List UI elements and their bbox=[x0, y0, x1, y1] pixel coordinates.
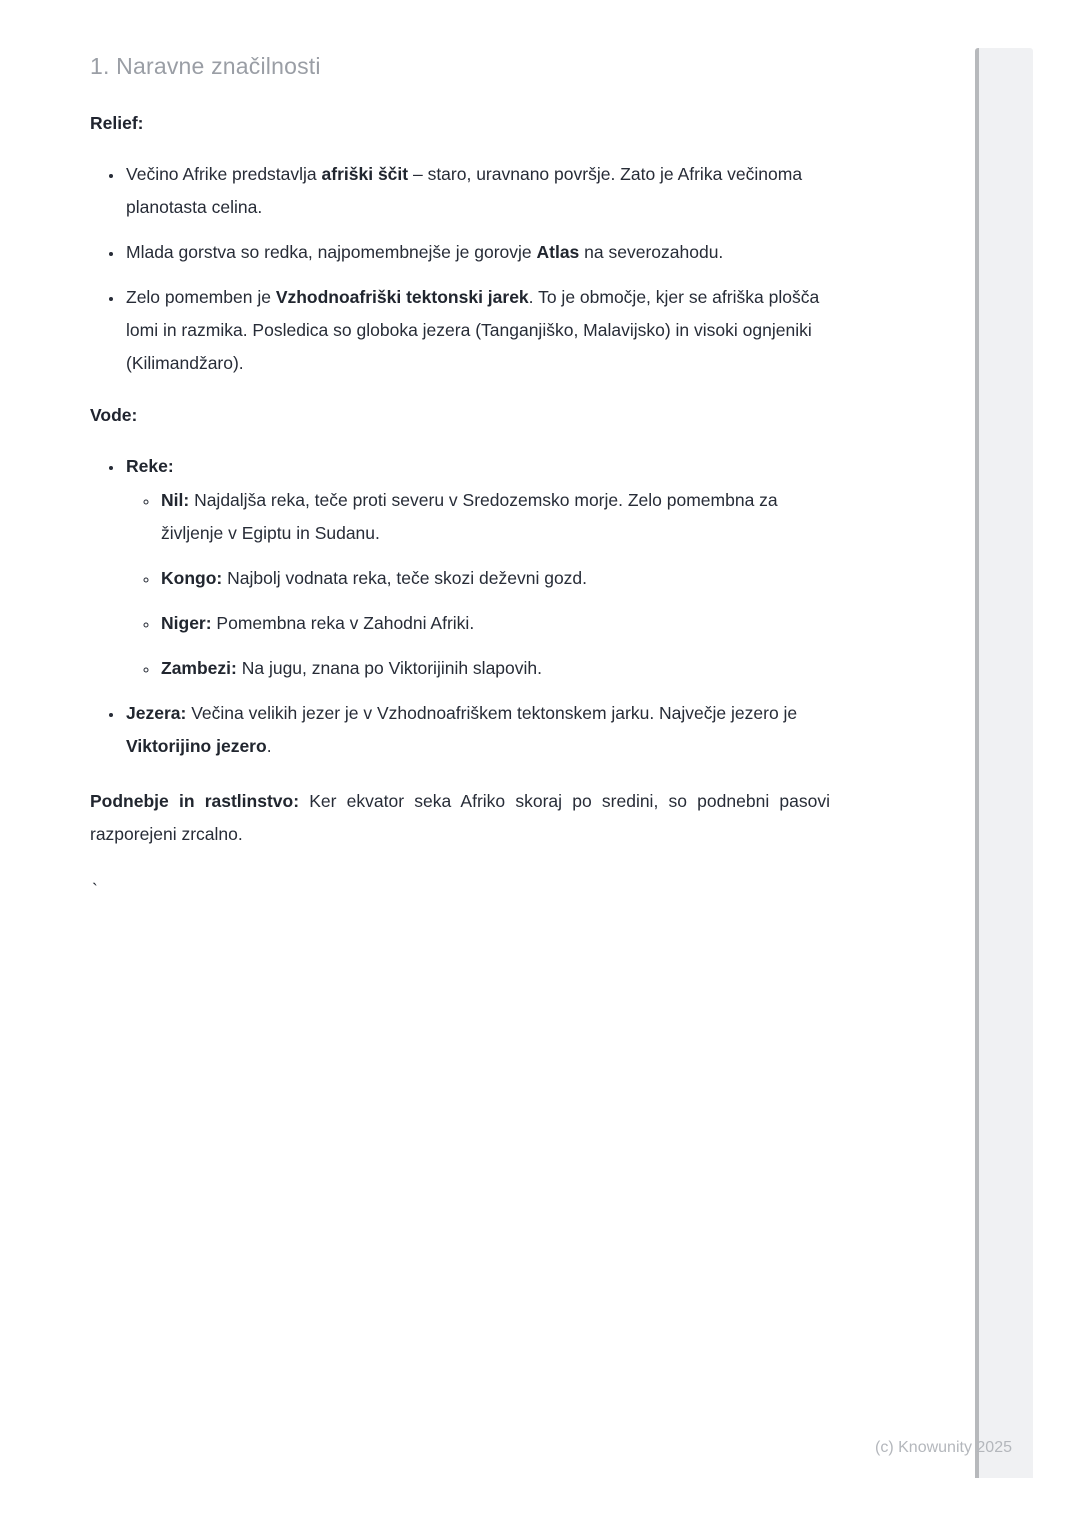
relief-list bbox=[90, 158, 830, 380]
reke-heading: Reke: bbox=[126, 456, 174, 476]
list-item-nil: ◦ Nil: Najdaljša reka, teče proti severu v Sredozemsko morje. Zelo pomembna za življenje v Egiptu in Sudanu. bbox=[159, 484, 830, 550]
list-item-rift-valley: • Zelo pomemben je Vzhodnoafriški tektonski jarek. To je območje, kjer se afriška plošča lomi in razmika. Posledica so globoka jezera (Tanganjiško, Malavijsko) in visoki ognjeniki (Kilimandžaro). bbox=[124, 281, 830, 380]
section-label-relief: Relief: bbox=[90, 113, 144, 133]
stray-backtick: ` bbox=[92, 880, 98, 900]
podnebje-paragraph: Podnebje in rastlinstvo: Ker ekvator seka Afriko skoraj po sredini, so podnebni pasovi razporejeni zrcalno. bbox=[90, 791, 830, 844]
vode-list bbox=[90, 450, 830, 763]
section-label-vode: Vode: bbox=[90, 405, 138, 425]
watermark: (c) Knowunity 2025 bbox=[875, 1439, 1012, 1456]
list-item-african-shield: • Večino Afrike predstavlja afriški ščit – staro, uravnano površje. Zato je Afrika večinoma planotasta celina. bbox=[124, 158, 830, 224]
document-content bbox=[90, 52, 830, 907]
scrollbar-track[interactable] bbox=[975, 48, 1033, 1478]
list-item-zambezi: ◦ Zambezi: Na jugu, znana po Viktorijinih slapovih. bbox=[159, 652, 830, 685]
list-item-jezera: • Jezera: Večina velikih jezer je v Vzhodnoafriškem tektonskem jarku. Največje jezero je Viktorijino jezero. bbox=[124, 697, 830, 763]
list-item-niger: ◦ Niger: Pomembna reka v Zahodni Afriki. bbox=[159, 607, 830, 640]
list-item-young-mountains: • Mlada gorstva so redka, najpomembnejše je gorovje Atlas na severozahodu. bbox=[124, 236, 830, 269]
rivers-list bbox=[126, 484, 830, 685]
list-item-kongo: ◦ Kongo: Najbolj vodnata reka, teče skozi deževni gozd. bbox=[159, 562, 830, 595]
list-item-reke bbox=[124, 450, 830, 685]
page-title: 1. Naravne značilnosti bbox=[90, 53, 321, 79]
